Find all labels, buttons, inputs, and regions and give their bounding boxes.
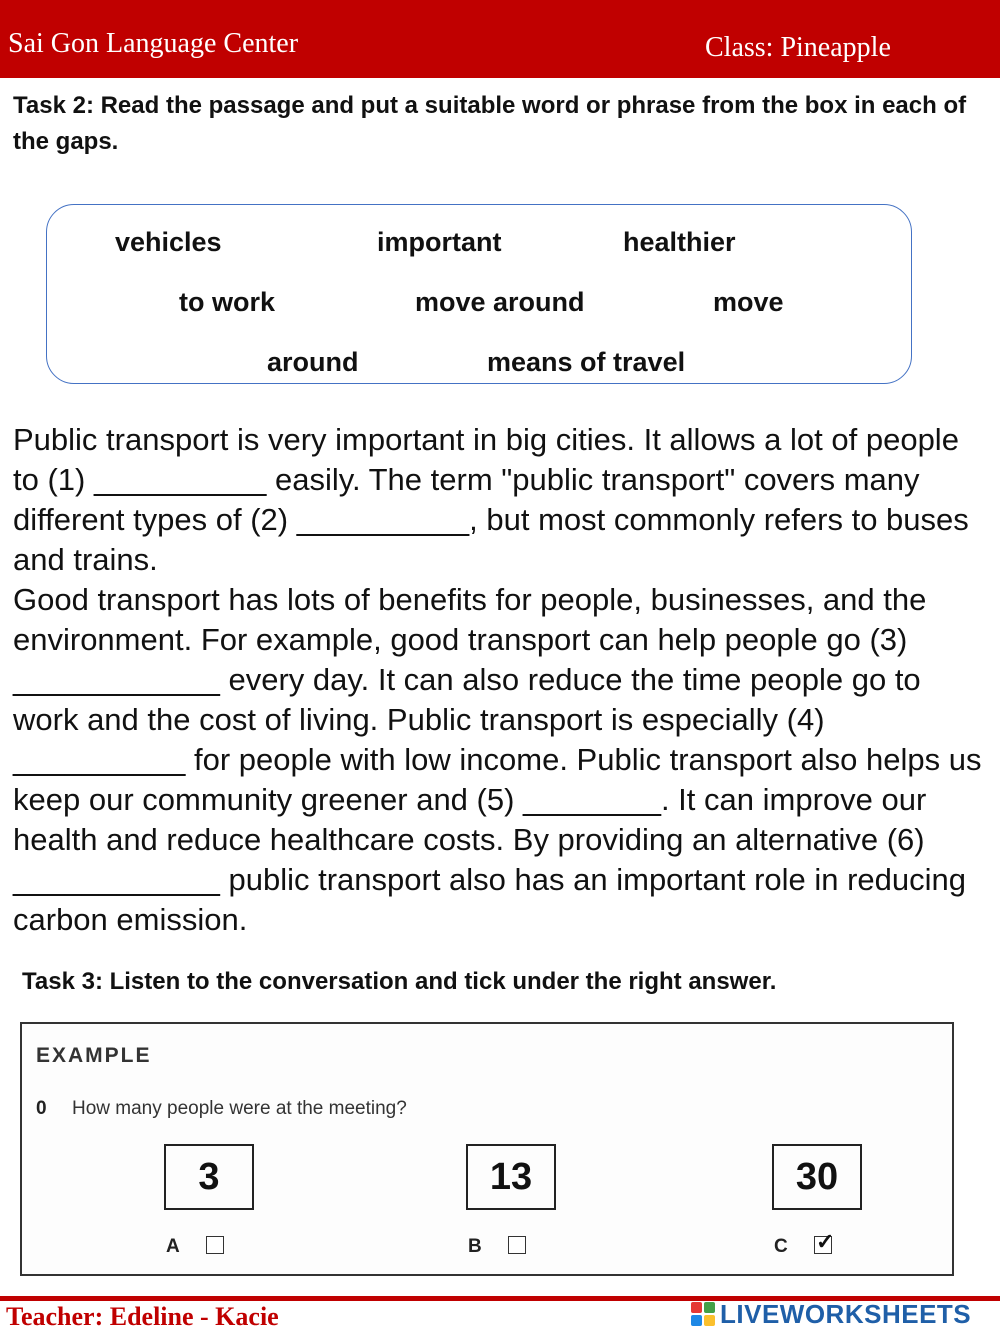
option-b-checkbox[interactable] bbox=[508, 1236, 526, 1254]
option-b-letter: B bbox=[468, 1236, 482, 1257]
word-box bbox=[46, 204, 912, 384]
word-item: healthier bbox=[623, 227, 736, 257]
option-a-letter: A bbox=[166, 1236, 180, 1257]
passage-paragraph: Good transport has lots of benefits for people, businesses, and the environment. For example, good transport can help people go (3) ____________ every day. It can also reduce the time people go to work and the cost of living. Public transport is especially (4) __________ for people with low income. Public transport also helps us keep our community greener and (5) ________. It can improve our health and reduce healthcare costs. By providing an alternative (6) ____________ public transport also has an important role in reducing carbon emission. bbox=[13, 582, 982, 937]
question-text: How many people were at the meeting? bbox=[72, 1098, 407, 1119]
question-number: 0 bbox=[36, 1098, 47, 1119]
word-item: vehicles bbox=[115, 227, 222, 257]
option-a-value: 3 bbox=[164, 1144, 254, 1210]
option-c-checkbox[interactable] bbox=[814, 1229, 835, 1254]
word-item: means of travel bbox=[487, 347, 686, 377]
option-a-checkbox[interactable] bbox=[206, 1236, 224, 1254]
task2-title: Task 2: Read the passage and put a suitable word or phrase from the box in each of the gaps. bbox=[13, 92, 967, 155]
passage bbox=[13, 420, 988, 940]
word-item: move bbox=[713, 287, 784, 317]
liveworksheets-logo bbox=[690, 1296, 971, 1332]
example-label: EXAMPLE bbox=[36, 1044, 152, 1067]
class-name: Class: Pineapple bbox=[705, 32, 891, 63]
teacher-name: Teacher: Edeline - Kacie bbox=[6, 1302, 279, 1331]
check-icon: ✓ bbox=[816, 1229, 835, 1254]
liveworksheets-logo-text: LIVEWORKSHEETS bbox=[720, 1298, 972, 1329]
word-item: move around bbox=[415, 287, 585, 317]
word-item: to work bbox=[179, 287, 276, 317]
word-item: around bbox=[267, 347, 359, 377]
task3-title: Task 3: Listen to the conversation and tick under the right answer. bbox=[22, 968, 777, 995]
word-item: important bbox=[377, 227, 502, 257]
option-c-letter: C bbox=[774, 1236, 788, 1257]
center-name: Sai Gon Language Center bbox=[8, 28, 299, 59]
header-bar bbox=[0, 0, 1000, 78]
liveworksheets-logo-icon bbox=[690, 1301, 716, 1327]
option-b-value: 13 bbox=[466, 1144, 556, 1210]
passage-paragraph: Public transport is very important in big cities. It allows a lot of people to (1) __________ easily. The term "public transport" covers many different types of (2) __________, but most commonly refers to buses and trains. bbox=[13, 422, 969, 577]
example-box bbox=[20, 1022, 954, 1276]
option-c-value: 30 bbox=[772, 1144, 862, 1210]
